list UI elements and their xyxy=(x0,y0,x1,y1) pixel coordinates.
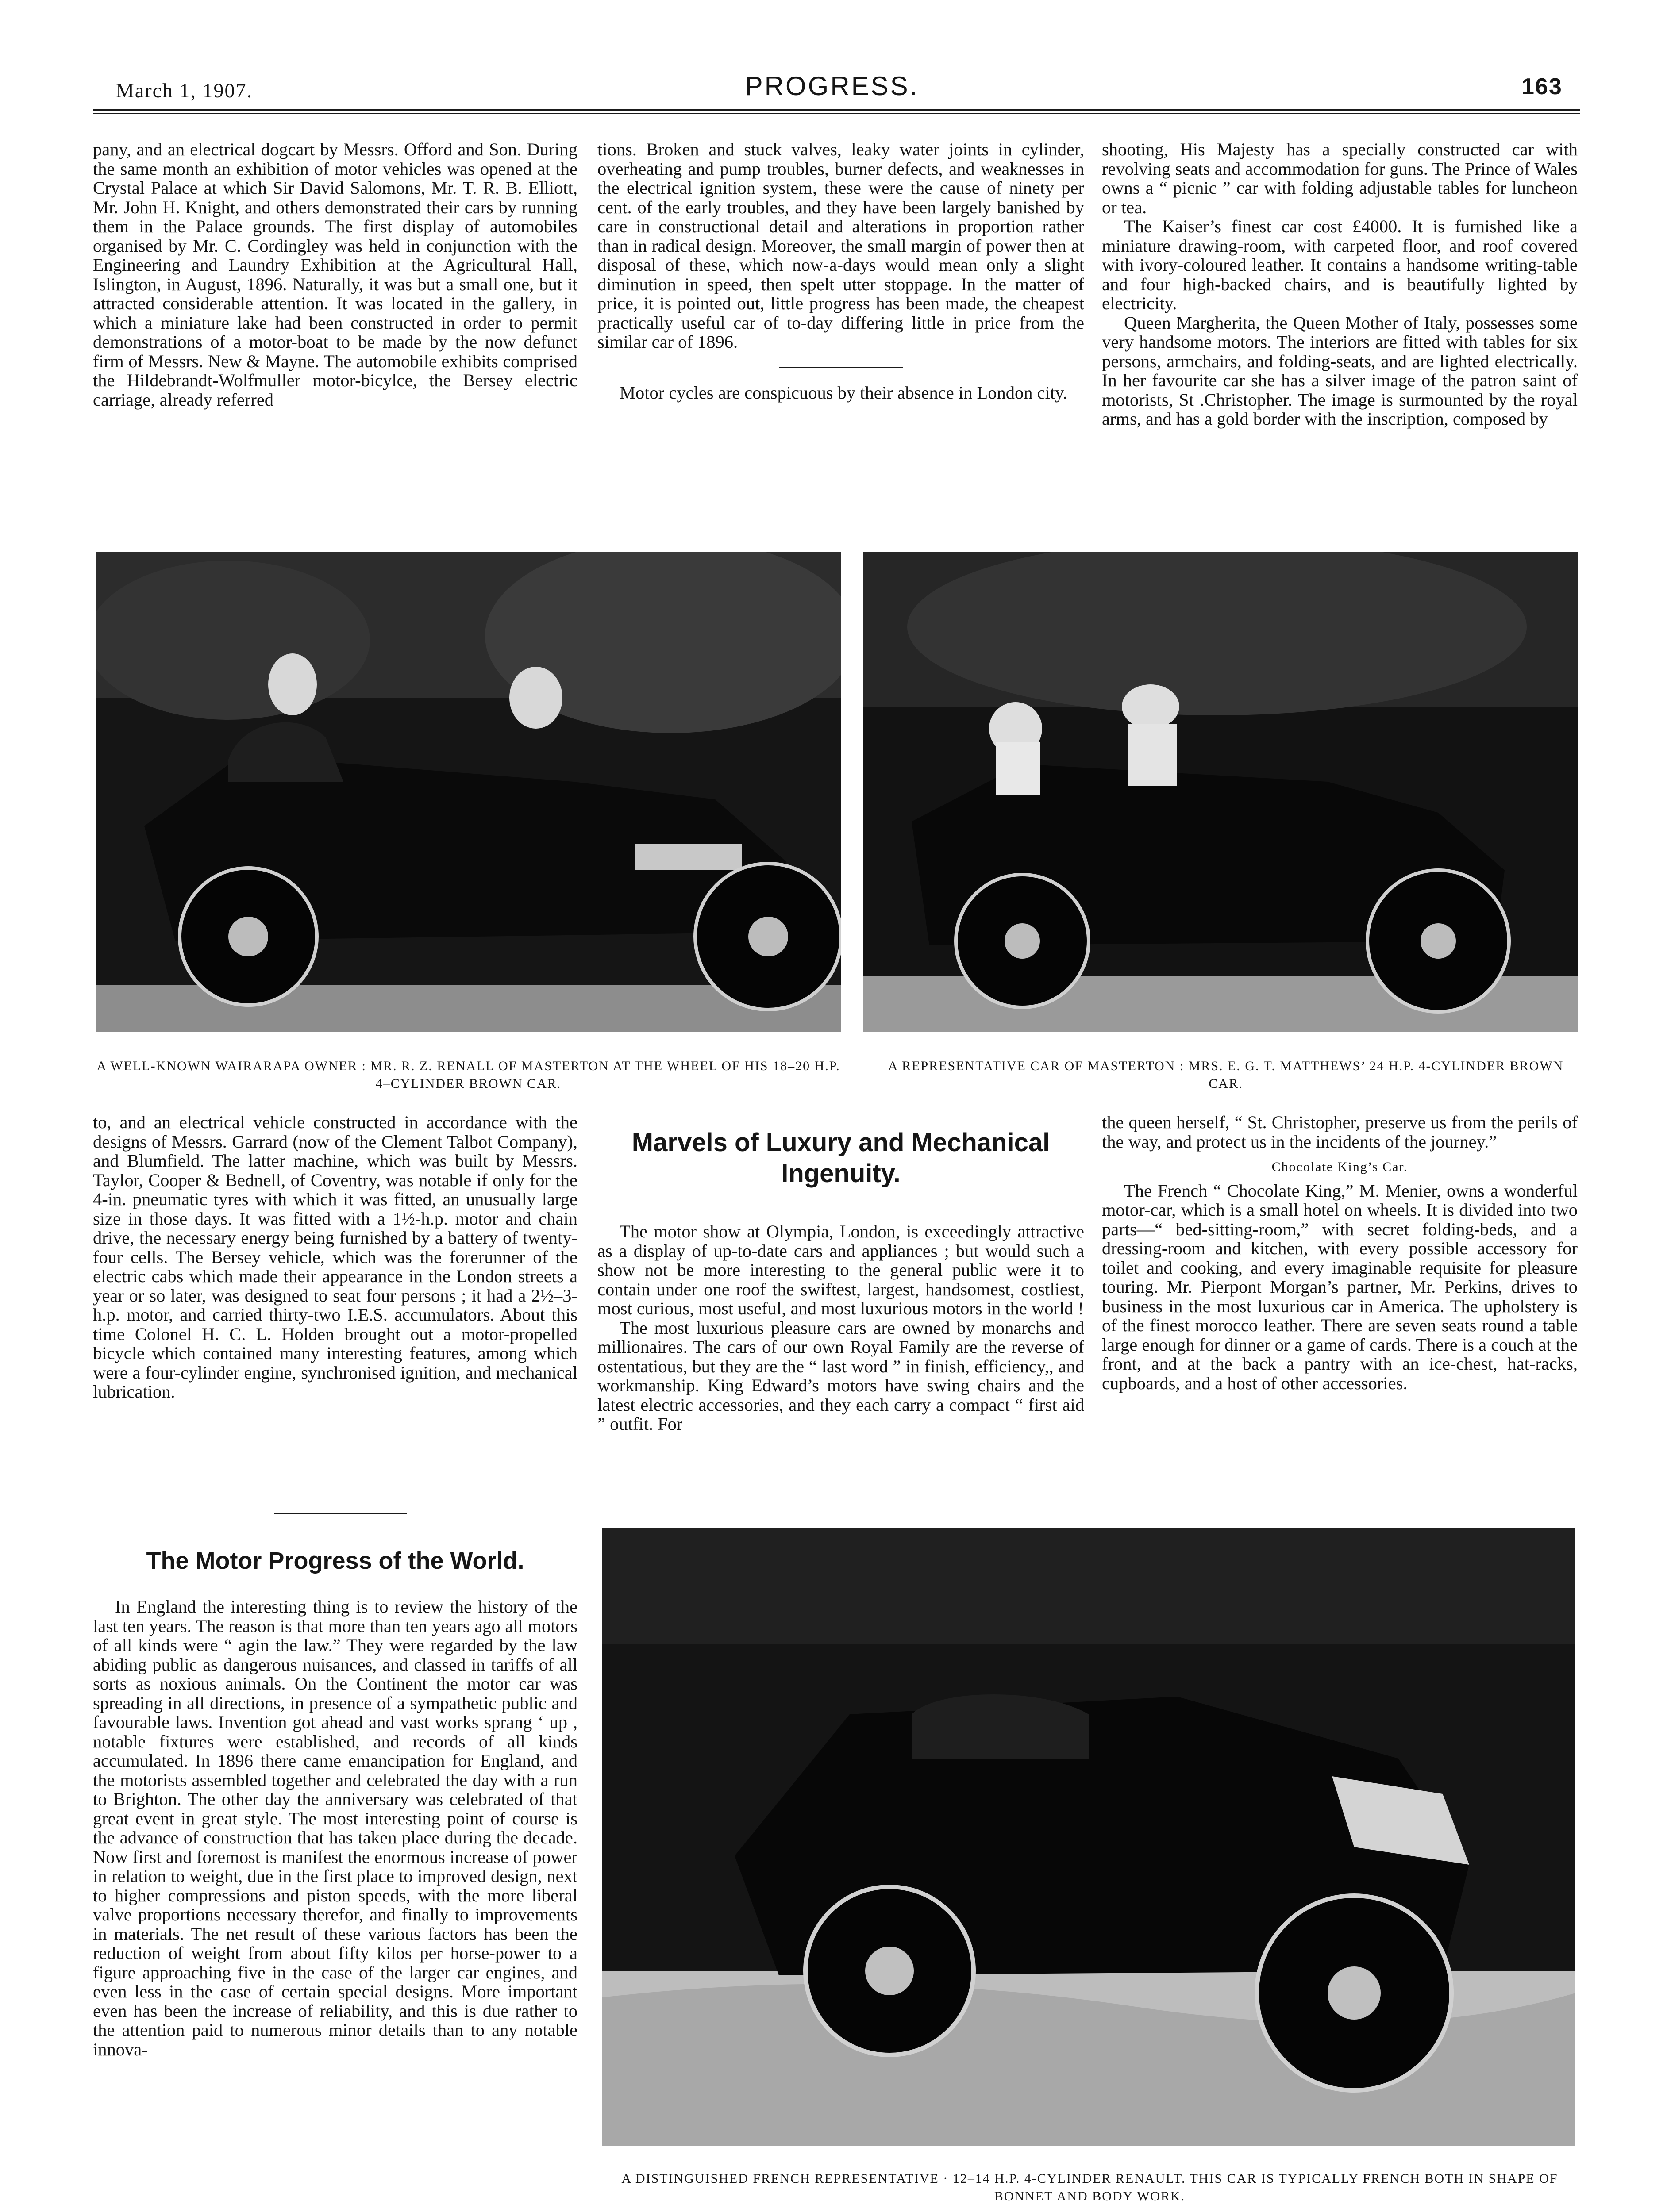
top-column-2 xyxy=(597,140,1084,402)
top-col2-text-2: Motor cycles are conspicuous by their absence in London city. xyxy=(620,382,1067,403)
header-rule-thin xyxy=(93,113,1580,114)
top-column-3 xyxy=(1102,140,1578,429)
middle-col2-text-2: The most luxurious pleasure cars are owned by monarchs and millionaires. The cars of our own Royal Family are the reverse of ostentatious, but they are the “ last word ” in finish, efficiency,, and workmanship. King Edward’s motors have swing chairs and the latest electric accessories, and they each carry a compact “ first aid ” outfit. For xyxy=(597,1317,1084,1434)
top-col3-text-1: shooting, His Majesty has a specially constructed car with revolving seats and accommodation for guns. The Prince of Wales owns a “ picnic ” car with folding adjustable tables for luncheon or tea. xyxy=(1102,139,1578,217)
photo-renault-car xyxy=(602,1528,1575,2146)
photo-matthews-car xyxy=(863,552,1578,1032)
middle-column-3 xyxy=(1102,1113,1578,1393)
caption-renall-car: A WELL-KNOWN WAIRARAPA OWNER : MR. R. Z. RENALL OF MASTERTON AT THE WHEEL OF HIS 18–20 H.P. 4–CYLINDER BROWN CAR. xyxy=(96,1059,840,1091)
middle-col3-text-1: the queen herself, “ St. Christopher, preserve us from the perils of the way, and protect us in the incidents of the journey.” xyxy=(1102,1112,1578,1152)
subhead-chocolate-king: Chocolate King’s Car. xyxy=(1271,1160,1408,1174)
middle-column-2 xyxy=(597,1127,1084,1434)
header-date: March 1, 1907. xyxy=(116,79,253,102)
motor-progress-text: In England the interesting thing is to review the history of the last ten years. The reason is that more than ten years ago all motors of all kinds were “ agin the law.” They were regarded by the law abiding public as dangerous nuisances, and classed in tariffs of all sorts as noxious animals. On the Continent the motor car was spreading in all directions, in presence of a sympathetic public and favourable laws. Invention got ahead and vast works sprang ‘ up , notable fixtures were established, and records of all kinds accumulated. In 1896 there came emancipation for England, and the motorists assembled together and celebrated the day with a run to Brighton. The other day the anniversary was celebrated of that great event in great style. The most interesting point of course is the advance of construction that has taken place during the decade. Now first and foremost is manifest the enormous increase of power in relation to weight, due in the first place to improved design, next to higher compressions and piston speeds, with the more liberal valve proportions necessary therefor, and finally to improvements in materials. The net result of these various factors has been the reduction of weight from about fifty kilos per horse-power to a figure approaching five in the case of the larger car engines, and even less in the case of certain special designs. More important even has been the increase of reliability, and this is due rather to the attention paid to numerous minor details than to any notable innova- xyxy=(93,1597,577,2059)
photo-renall-car xyxy=(96,552,841,1032)
caption-renault-car: A DISTINGUISHED FRENCH REPRESENTATIVE · 12–14 H.P. 4-CYLINDER RENAULT. THIS CAR IS TYPICALLY FRENCH BOTH IN SHAPE OF BONNET AND BODY WORK. xyxy=(621,2171,1558,2204)
section-divider xyxy=(779,367,903,368)
middle-col2-text-1: The motor show at Olympia, London, is exceedingly attractive as a display of up-to-date cars and appliances ; but would such a show not be more interesting to the general public were it to contain under one roof the swiftest, largest, handsomest, costliest, most curious, most useful, and most luxurious motors in the world ! xyxy=(597,1221,1084,1318)
page-title: PROGRESS. xyxy=(745,71,919,101)
top-col2-text: tions. Broken and stuck valves, leaky water joints in cylinder, overheating and pump troubles, burner defects, and weaknesses in the electrical ignition system, these were the cause of ninety per cent. of the early troubles, and they have been largely banished by care in constructional detail and alterations in proportion rather than in radical design. Moreover, the small margin of power then at disposal of these, which now-a-days would mean only a slight diminution in speed, then spelt utter stoppage. In the matter of price, it is pointed out, little progress has been made, the cheapest practically useful car of to-day differing little in price from the similar car of 1896. xyxy=(597,139,1084,352)
middle-col1-text: to, and an electrical vehicle constructed in accordance with the designs of Messrs. Garrard (now of the Clement Talbot Company), and Blumfield. The latter machine, which was built by Messrs. Taylor, Cooper & Bednell, of Coventry, was notable if only for the 4-in. pneumatic tyres with which it was fitted, an unusually large size in those days. It was fitted with a 1½-h.p. motor and chain drive, the necessary energy being furnished by a battery of twenty-four cells. The Bersey vehicle, which was the forerunner of the electric cabs which made their appearance in the London streets a year or so later, was designed to seat four persons ; it had a 2½–3-h.p. motor, and carried thirty-two I.E.S. accumulators. About this time Colonel H. C. L. Holden brought out a motor-propelled bicycle which contained many interesting features, among which were a four-cylinder engine, synchronised ignition, and mechanical lubrication. xyxy=(93,1112,577,1402)
caption-matthews-car: A REPRESENTATIVE CAR OF MASTERTON : MRS. E. G. T. MATTHEWS’ 24 H.P. 4-CYLINDER BROWN CAR. xyxy=(888,1059,1564,1091)
top-col3-text-2: The Kaiser’s finest car cost £4000. It is furnished like a miniature drawing-room, with carpeted floor, and roof covered with ivory-coloured leather. It contains a handsome writing-table and four high-backed chairs, and is beautifully lighted by electricity. xyxy=(1102,216,1578,313)
article-heading-motor-progress: The Motor Progress of the World. xyxy=(146,1548,524,1574)
section-divider-bottom-left xyxy=(274,1513,407,1514)
top-column-1 xyxy=(93,140,577,409)
top-col1-text: pany, and an electrical dogcart by Messrs. Offord and Son. During the same month an exhibition of motor vehicles was opened at the Crystal Palace at which Sir David Salomons, Mr. T. R. B. Elliott, Mr. John H. Knight, and others demonstrated their cars by running them in the Palace grounds. The first display of automobiles organised by Mr. C. Cordingley was held in conjunction with the Engineering and Laundry Exhibition at the Agricultural Hall, Islington, in August, 1896. Naturally, it was but a small one, but it attracted considerable attention. It was located in the gallery, in which a miniature lake had been constructed in order to permit demonstrations of a motor-boat to be made by the now defunct firm of Messrs. New & Mayne. The automobile exhibits comprised the Hildebrandt-Wolfmuller motor-bicylce, the Bersey electric carriage, already referred xyxy=(93,139,577,410)
top-col3-text-3: Queen Margherita, the Queen Mother of Italy, possesses some very handsome motors. The interiors are fitted with tables for six persons, armchairs, and folding-seats, and are lighted electrically. In her favourite car she has a silver image of the patron saint of motorists, St .Christopher. The image is surmounted by the royal arms, and has a gold border with the inscription, composed by xyxy=(1102,312,1578,429)
header-rule xyxy=(93,109,1580,111)
page-number: 163 xyxy=(1521,74,1563,100)
bottom-left-column xyxy=(93,1597,577,2059)
middle-col3-text-2: The French “ Chocolate King,” M. Menier, owns a wonderful motor-car, which is a small hotel on wheels. It is divided into two parts—“ bed-sitting-room,” with secret folding-beds, and a dressing-room and kitchen, with every possible accessory for toilet and cooking, and every imaginable requisite for pleasure touring. Mr. Pierpont Morgan’s partner, Mr. Perkins, drives to business in the most luxurious car in America. The upholstery is of the finest morocco leather. There are seven seats round a table large enough for dinner or a game of cards. There is a couch at the front, and at the back a pantry with an ice-chest, hat-racks, cupboards, and a host of other accessories. xyxy=(1102,1180,1578,1393)
middle-column-1 xyxy=(93,1113,577,1402)
article-heading-marvels: Marvels of Luxury and Mechanical Ingenuity. xyxy=(631,1128,1050,1188)
